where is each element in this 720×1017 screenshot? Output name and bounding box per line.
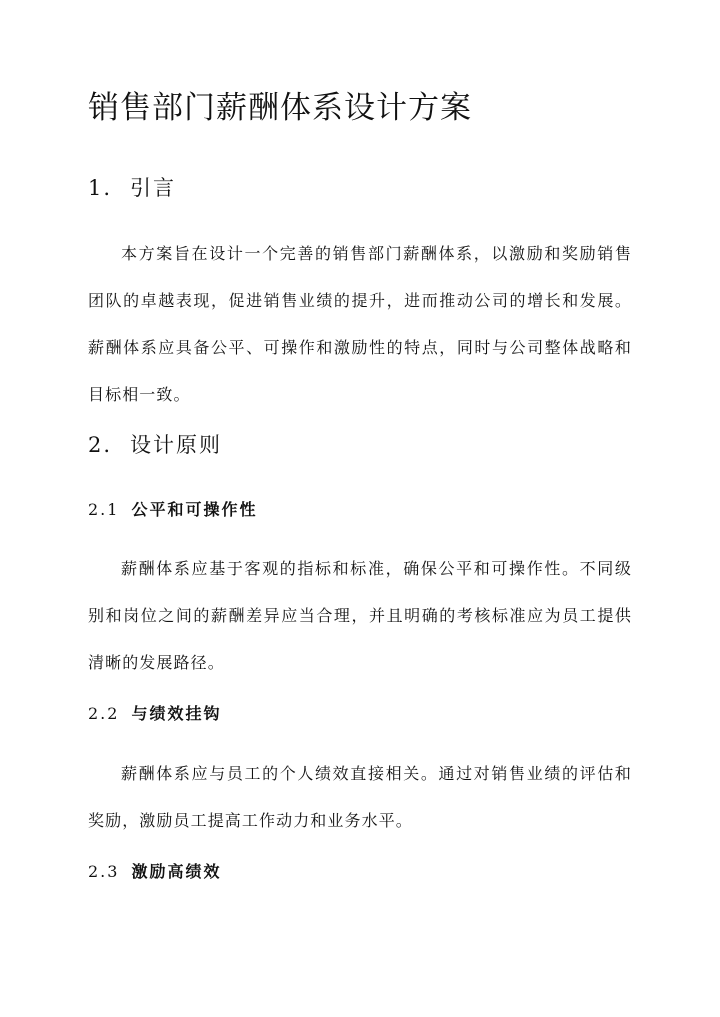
subsection-2-3-heading <box>88 860 221 884</box>
subsection-2-2-heading <box>88 702 221 726</box>
section-number: 2. <box>88 433 113 457</box>
document-title: 销售部门薪酬体系设计方案 <box>88 90 472 126</box>
section-2-heading <box>88 430 222 460</box>
section-title: 设计原则 <box>130 433 223 457</box>
subsection-2-2-paragraph: 薪酬体系应与员工的个人绩效直接相关。通过对销售业绩的评估和奖励，激励员工提高工作动力和业务水平。 <box>88 764 632 830</box>
subsection-title: 公平和可操作性 <box>131 500 258 519</box>
section-number: 1. <box>88 176 113 200</box>
subsection-title: 激励高绩效 <box>131 862 222 881</box>
subsection-2-1-paragraph: 薪酬体系应基于客观的指标和标准，确保公平和可操作性。不同级别和岗位之间的薪酬差异应当合理，并且明确的考核标准应为员工提供清晰的发展路径。 <box>88 559 632 672</box>
subsection-number: 2.1 <box>88 500 120 519</box>
section-title: 引言 <box>130 176 177 200</box>
subsection-number: 2.3 <box>88 862 120 881</box>
section-1-heading <box>88 173 176 203</box>
subsection-number: 2.2 <box>88 704 120 723</box>
subsection-title: 与绩效挂钩 <box>131 704 222 723</box>
section-1-paragraph: 本方案旨在设计一个完善的销售部门薪酬体系，以激励和奖励销售团队的卓越表现，促进销售业绩的提升，进而推动公司的增长和发展。薪酬体系应具备公平、可操作和激励性的特点，同时与公司整体战略和目标相一致。 <box>88 244 632 404</box>
subsection-2-1-heading <box>88 498 257 522</box>
